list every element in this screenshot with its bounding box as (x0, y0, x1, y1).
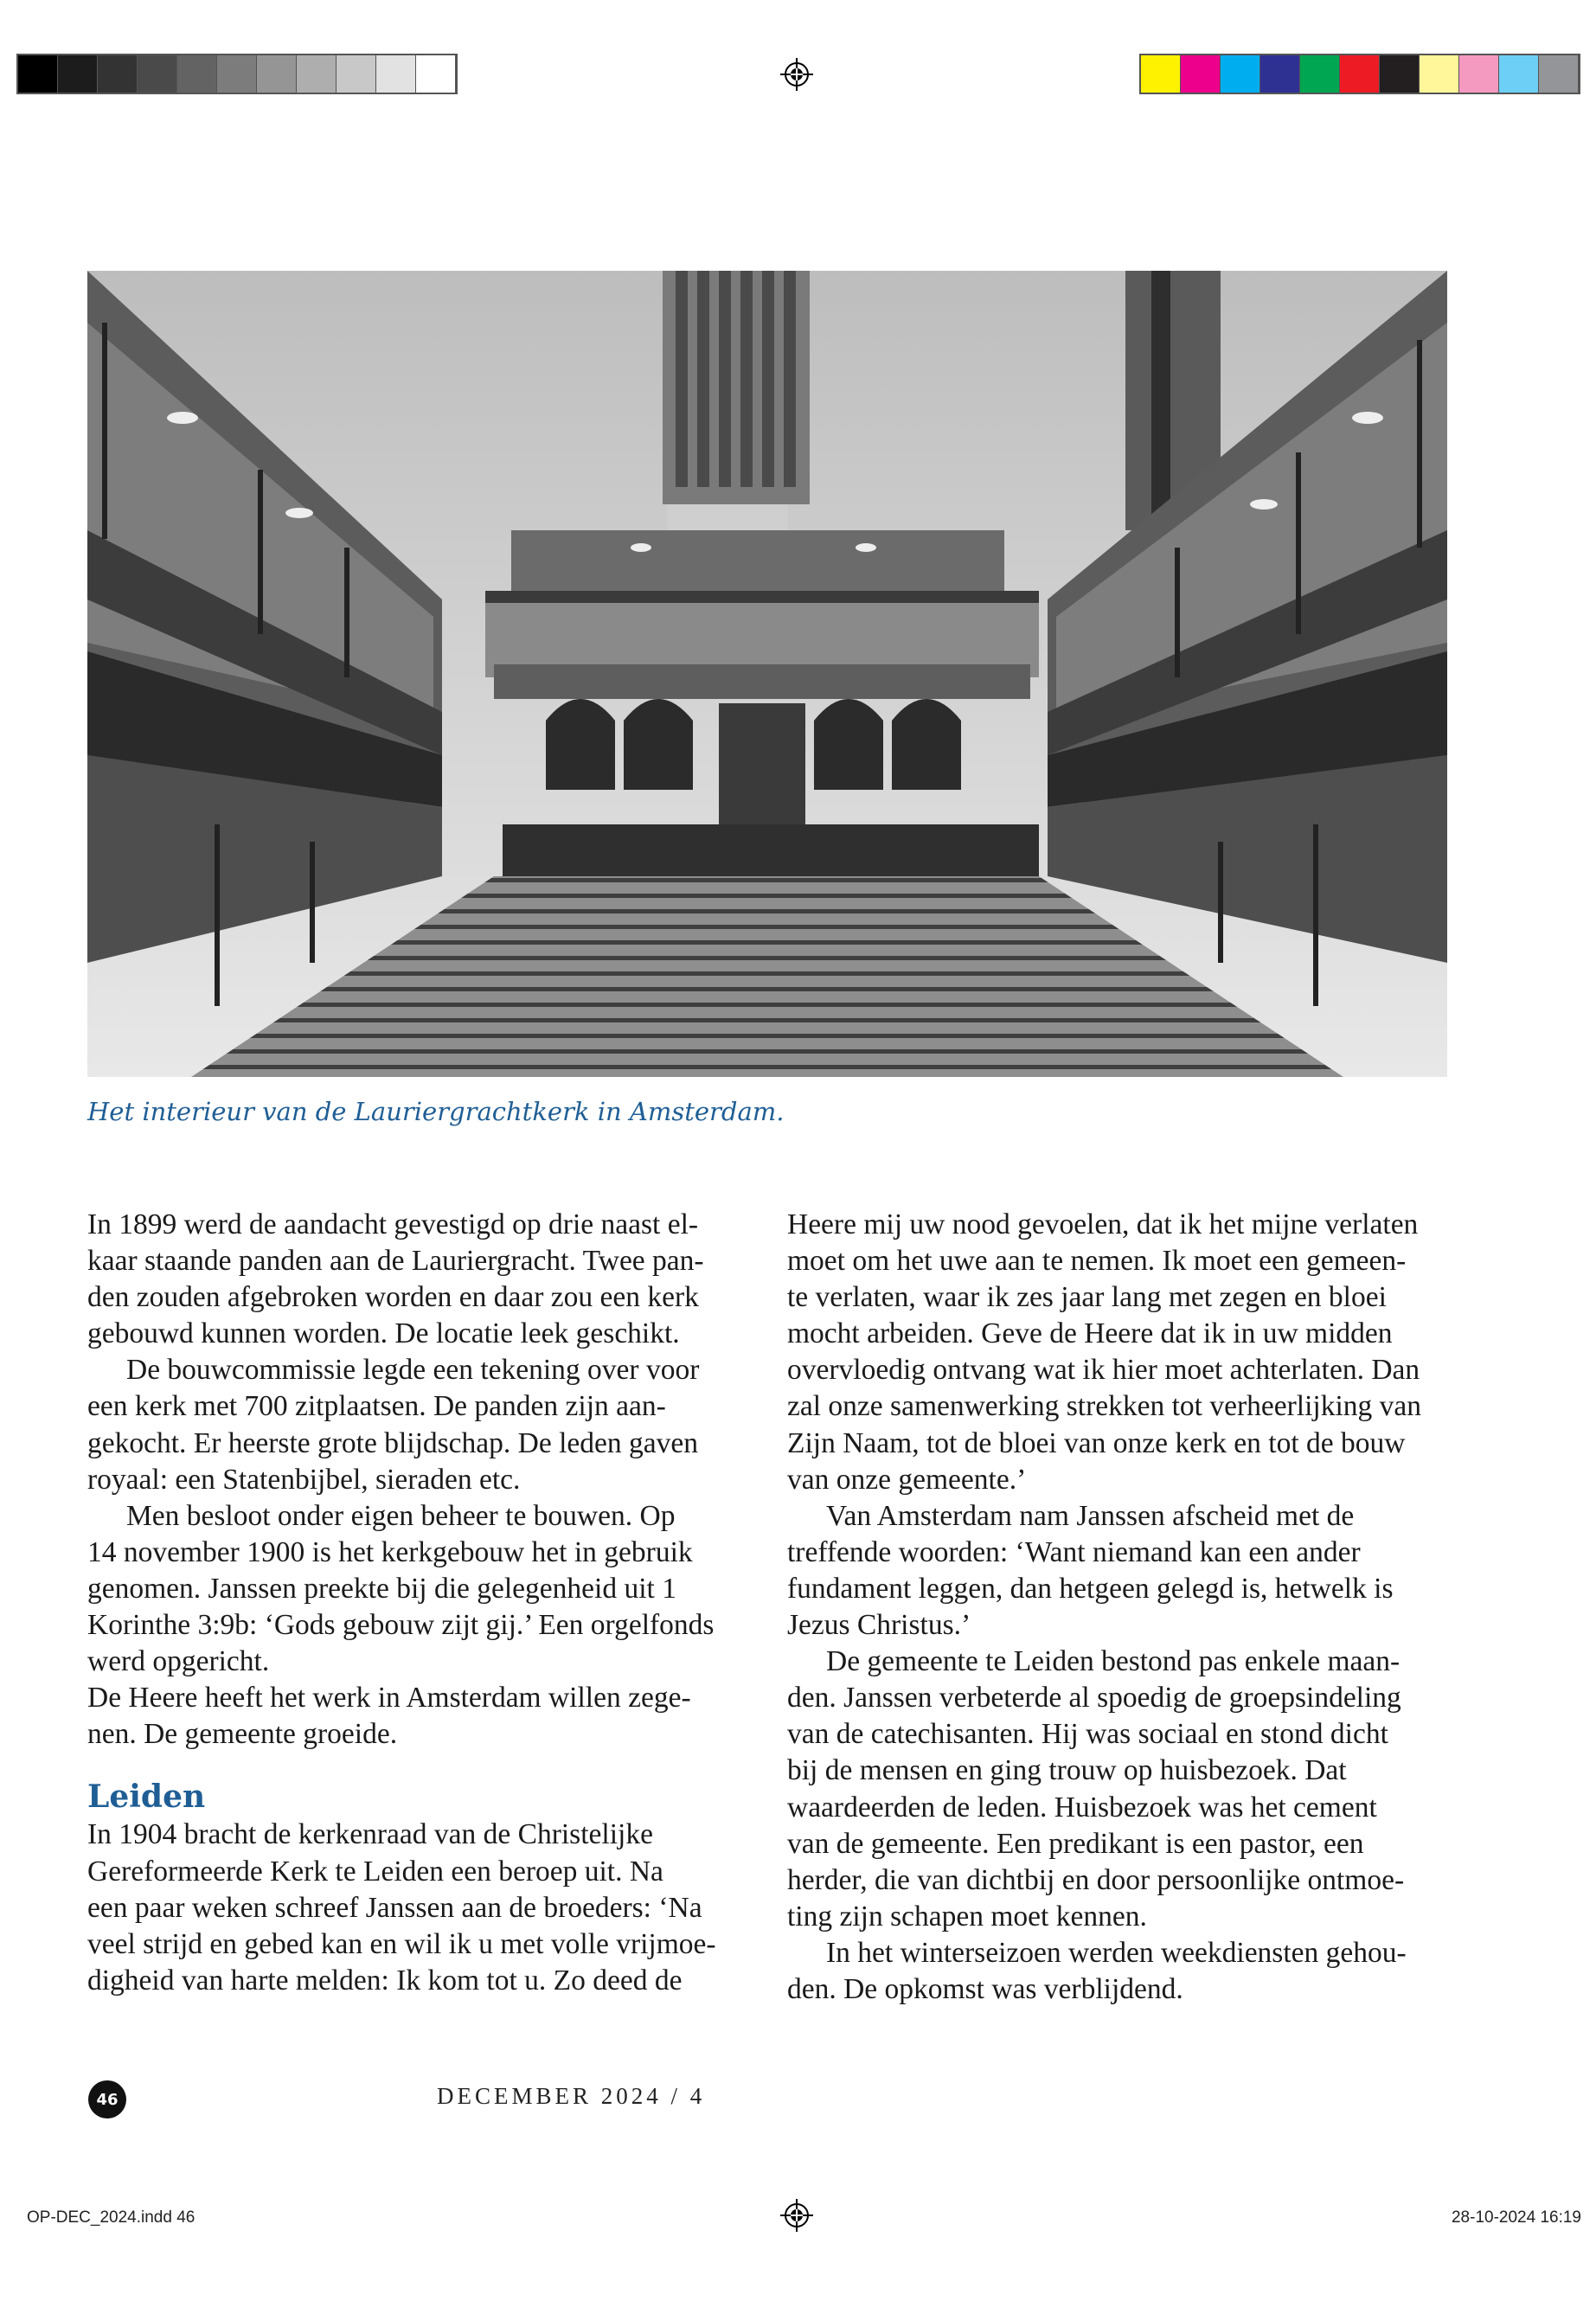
body-line: een kerk met 700 zitplaatsen. De panden zijn aan- (87, 1390, 666, 1423)
body-line: zal onze samenwerking strekken tot verheerlijking van (787, 1390, 1422, 1423)
gray-swatch (376, 55, 416, 93)
gray-swatch (18, 55, 58, 93)
gray-swatch (257, 55, 297, 93)
body-line: Men besloot onder eigen beheer te bouwen. Op (126, 1499, 676, 1532)
body-line: mocht arbeiden. Geve de Heere dat ik in uw midden (787, 1317, 1393, 1350)
registration-mark-icon (780, 2199, 813, 2232)
gray-swatch (297, 55, 337, 93)
body-line: van de catechisanten. Hij was sociaal en stond dicht (787, 1718, 1388, 1751)
body-line: van de gemeente. Een predikant is een pastor, een (787, 1827, 1364, 1860)
gray-swatch (337, 55, 376, 93)
color-swatch (1340, 55, 1380, 93)
body-line: Gereformeerde Kerk te Leiden een beroep uit. Na (87, 1855, 663, 1888)
body-line: gekocht. Er heerste grote blijdschap. De leden gaven (87, 1426, 699, 1459)
slug-timestamp: 28-10-2024 16:19 (1451, 2208, 1581, 2227)
color-swatch (1141, 55, 1181, 93)
body-line: In 1899 werd de aandacht gevestigd op drie naast el- (87, 1208, 699, 1240)
issue-label: DECEMBER 2024 / 4 (437, 2083, 706, 2109)
body-line: In 1904 bracht de kerkenraad van de Christelijke (87, 1818, 653, 1851)
body-line: herder, die van dichtbij en door persoonlijke ontmoe- (787, 1863, 1405, 1896)
registration-mark-icon (780, 58, 813, 91)
color-swatch (1221, 55, 1260, 93)
body-line: van onze gemeente.’ (787, 1463, 1027, 1496)
gray-swatch (217, 55, 257, 93)
body-line: In het winterseizoen werden weekdiensten gehou- (826, 1936, 1407, 1969)
body-line: werd opgericht. (87, 1645, 270, 1678)
body-line: treffende woorden: ‘Want niemand kan een ander (787, 1535, 1361, 1568)
gray-swatch (58, 55, 98, 93)
body-line: genomen. Janssen preekte bij die gelegenheid uit 1 (87, 1572, 676, 1605)
body-line: royaal: een Statenbijbel, sieraden etc. (87, 1463, 521, 1496)
body-line: Jezus Christus.’ (787, 1609, 971, 1642)
color-swatch (1459, 55, 1499, 93)
body-line: De bouwcommissie legde een tekening over voor (126, 1354, 700, 1387)
gray-swatch (177, 55, 217, 93)
page-number-badge: 46 (88, 2080, 126, 2118)
slug-file-name: OP-DEC_2024.indd 46 (27, 2208, 195, 2227)
body-line: den zouden afgebroken worden en daar zou een kerk (87, 1281, 699, 1314)
body-line: veel strijd en gebed kan en wil ik u met volle vrijmoe- (87, 1927, 716, 1960)
body-line: Heere mij uw nood gevoelen, dat ik het mijne verlaten (787, 1208, 1419, 1240)
body-line: overvloedig ontvang wat ik hier moet achterlaten. Dan (787, 1354, 1420, 1387)
body-line: gebouwd kunnen worden. De locatie leek geschikt. (87, 1317, 680, 1350)
body-line: 14 november 1900 is het kerkgebouw het in gebruik (87, 1535, 693, 1568)
photo-caption: Het interieur van de Lauriergrachtkerk in Amsterdam. (87, 1097, 785, 1126)
body-line: ting zijn schapen moet kennen. (787, 1900, 1147, 1932)
body-line: den. De opkomst was verblijdend. (787, 1972, 1183, 2005)
body-line: een paar weken schreef Janssen aan de broeders: ‘Na (87, 1891, 702, 1924)
body-line: Korinthe 3:9b: ‘Gods gebouw zijt gij.’ Een orgelfonds (87, 1609, 715, 1642)
body-line: digheid van harte melden: Ik kom tot u. Zo deed de (87, 1964, 683, 1997)
color-swatch (1380, 55, 1420, 93)
color-swatch (1181, 55, 1221, 93)
body-line: Zijn Naam, tot de bloei van onze kerk en tot de bouw (787, 1426, 1406, 1459)
body-line: te verlaten, waar ik zes jaar lang met zegen en bloei (787, 1281, 1387, 1314)
article-right-column (787, 1207, 1445, 2008)
body-line: waardeerden de leden. Huisbezoek was het cement (787, 1791, 1377, 1823)
body-line: moet om het uwe aan te nemen. Ik moet een gemeen- (787, 1245, 1407, 1278)
body-line: fundament leggen, dan hetgeen gelegd is, hetwelk is (787, 1572, 1394, 1605)
body-line: De gemeente te Leiden bestond pas enkele maan- (826, 1645, 1401, 1678)
grayscale-calibration-bar (16, 54, 458, 94)
gray-swatch (98, 55, 138, 93)
color-swatch (1499, 55, 1539, 93)
body-line: De Heere heeft het werk in Amsterdam willen zege- (87, 1682, 691, 1715)
church-interior-photo (87, 271, 1447, 1077)
article-left-column (87, 1207, 745, 1999)
body-line: nen. De gemeente groeide. (87, 1718, 398, 1751)
body-line: kaar staande panden aan de Lauriergracht. Twee pan- (87, 1245, 704, 1278)
body-line: den. Janssen verbeterde al spoedig de groepsindeling (787, 1682, 1401, 1715)
color-swatch (1260, 55, 1300, 93)
gray-swatch (416, 55, 456, 93)
section-heading: Leiden (87, 1779, 206, 1816)
gray-swatch (138, 55, 177, 93)
color-swatch (1539, 55, 1579, 93)
color-swatch (1300, 55, 1340, 93)
color-swatch (1420, 55, 1459, 93)
body-line: bij de mensen en ging trouw op huisbezoek. Dat (787, 1754, 1347, 1787)
color-calibration-bar (1139, 54, 1580, 94)
body-line: Van Amsterdam nam Janssen afscheid met de (826, 1499, 1355, 1532)
